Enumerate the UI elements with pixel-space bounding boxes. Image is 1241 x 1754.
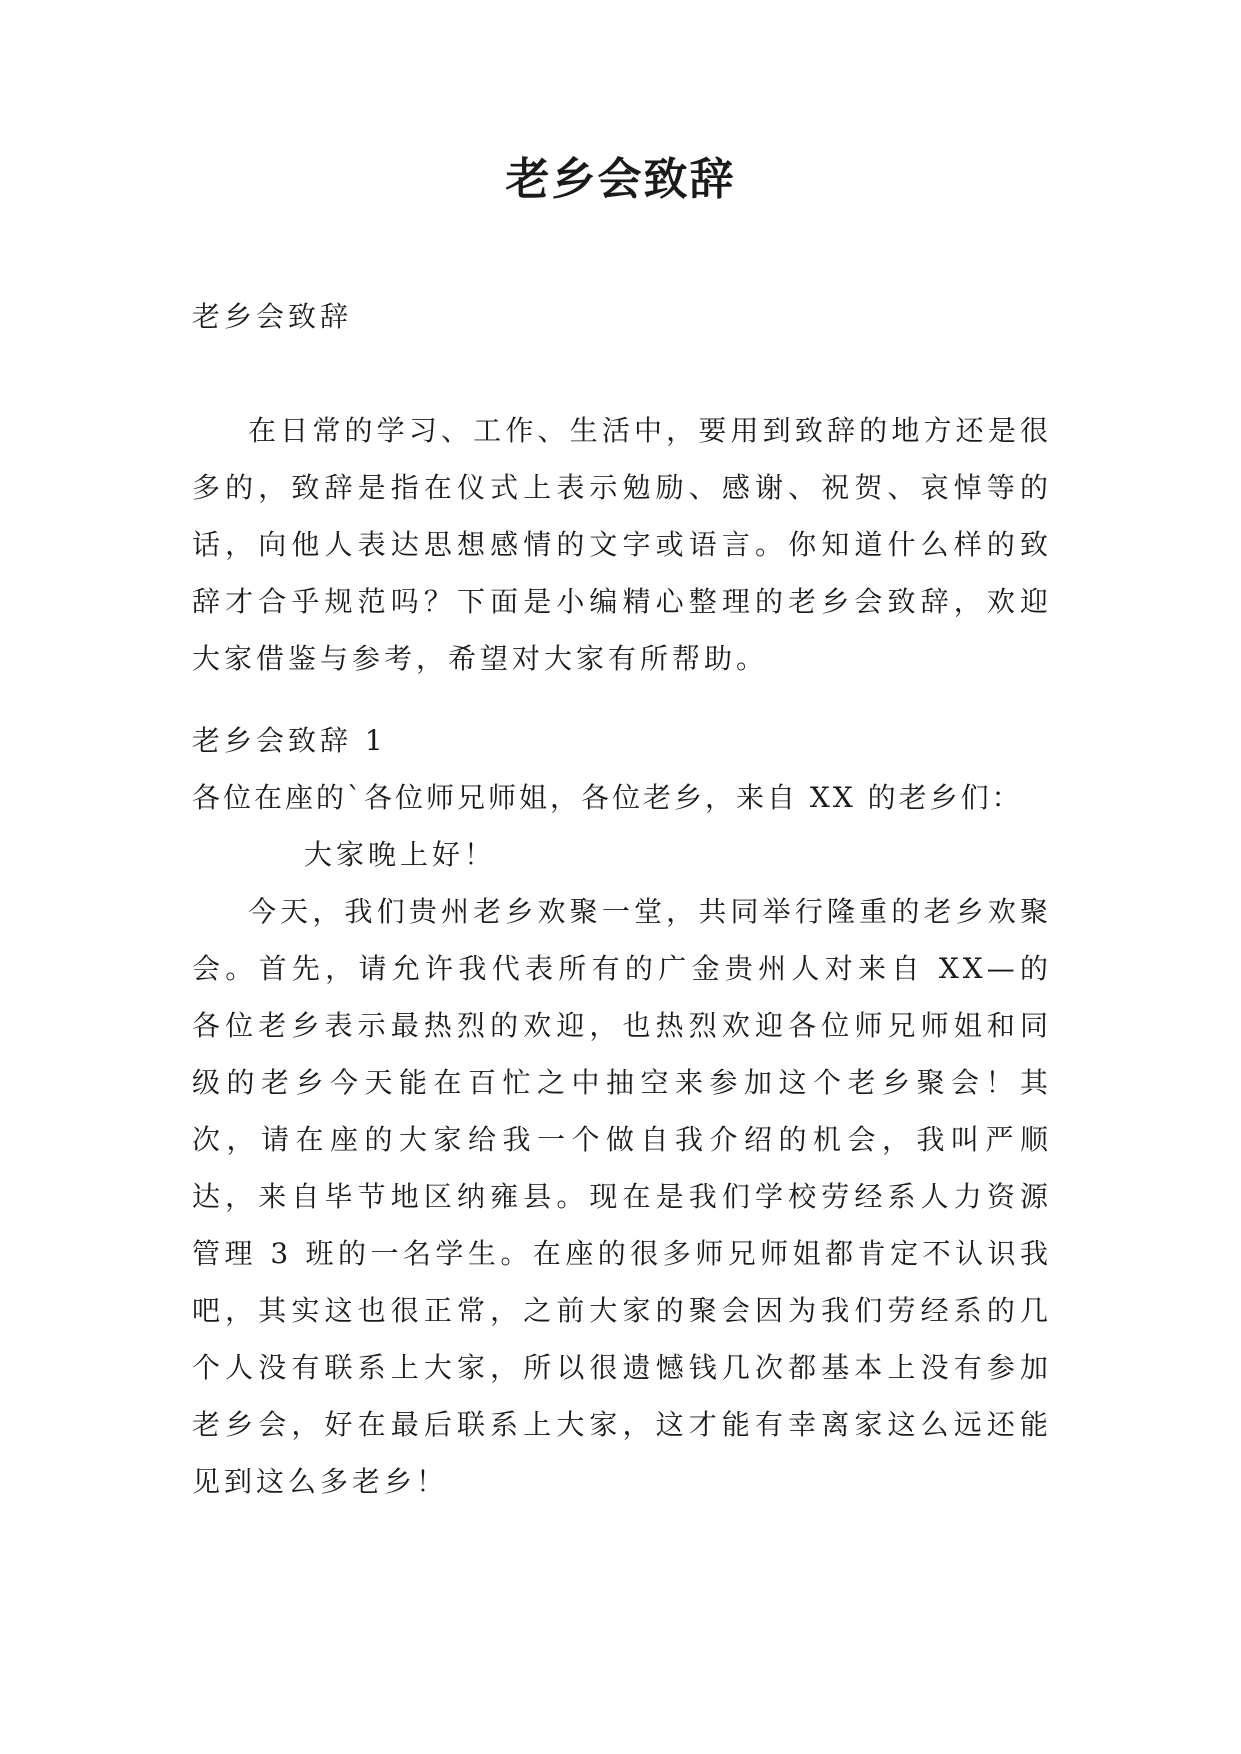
document-subtitle: 老乡会致辞 [192,300,353,333]
section-heading: 老乡会致辞 1 [192,724,387,757]
spacer [192,687,1052,712]
spacer [192,345,1052,402]
intro-paragraph: 在日常的学习、工作、生活中，要用到致辞的地方还是很多的，致辞是指在仪式上表示勉励、感谢、祝贺、哀悼等的话，向他人表达思想感情的文字或语言。你知道什么样的致辞才合乎规范吗？下面是小编精心整理的老乡会致辞，欢迎大家借鉴与参考，希望对大家有所帮助。 [192,414,1052,675]
salutation-line: 各位在座的`各位师兄师姐，各位老乡，来自 XX 的老乡们： [192,781,1023,814]
body-paragraph: 今天，我们贵州老乡欢聚一堂，共同举行隆重的老乡欢聚会。首先，请允许我代表所有的广金贵州人对来自 XX—的各位老乡表示最热烈的欢迎，也热烈欢迎各位师兄师姐和同级的老乡今天能在百忙之中抽空来参加这个老乡聚会！其次，请在座的大家给我一个做自我介绍的机会，我叫严顺达，来自毕节地区纳雍县。现在是我们学校劳经系人力资源管理 3 班的一名学生。在座的很多师兄师姐都肯定不认识我吧，其实这也很正常，之前大家的聚会因为我们劳经系的几个人没有联系上大家，所以很遗憾钱几次都基本上没有参加老乡会，好在最后联系上大家，这才能有幸离家这么远还能见到这么多老乡！ [192,895,1052,1498]
document-title: 老乡会致辞 [505,154,736,205]
document-body [192,288,1052,1510]
greeting-line: 大家晚上好！ [304,838,497,871]
